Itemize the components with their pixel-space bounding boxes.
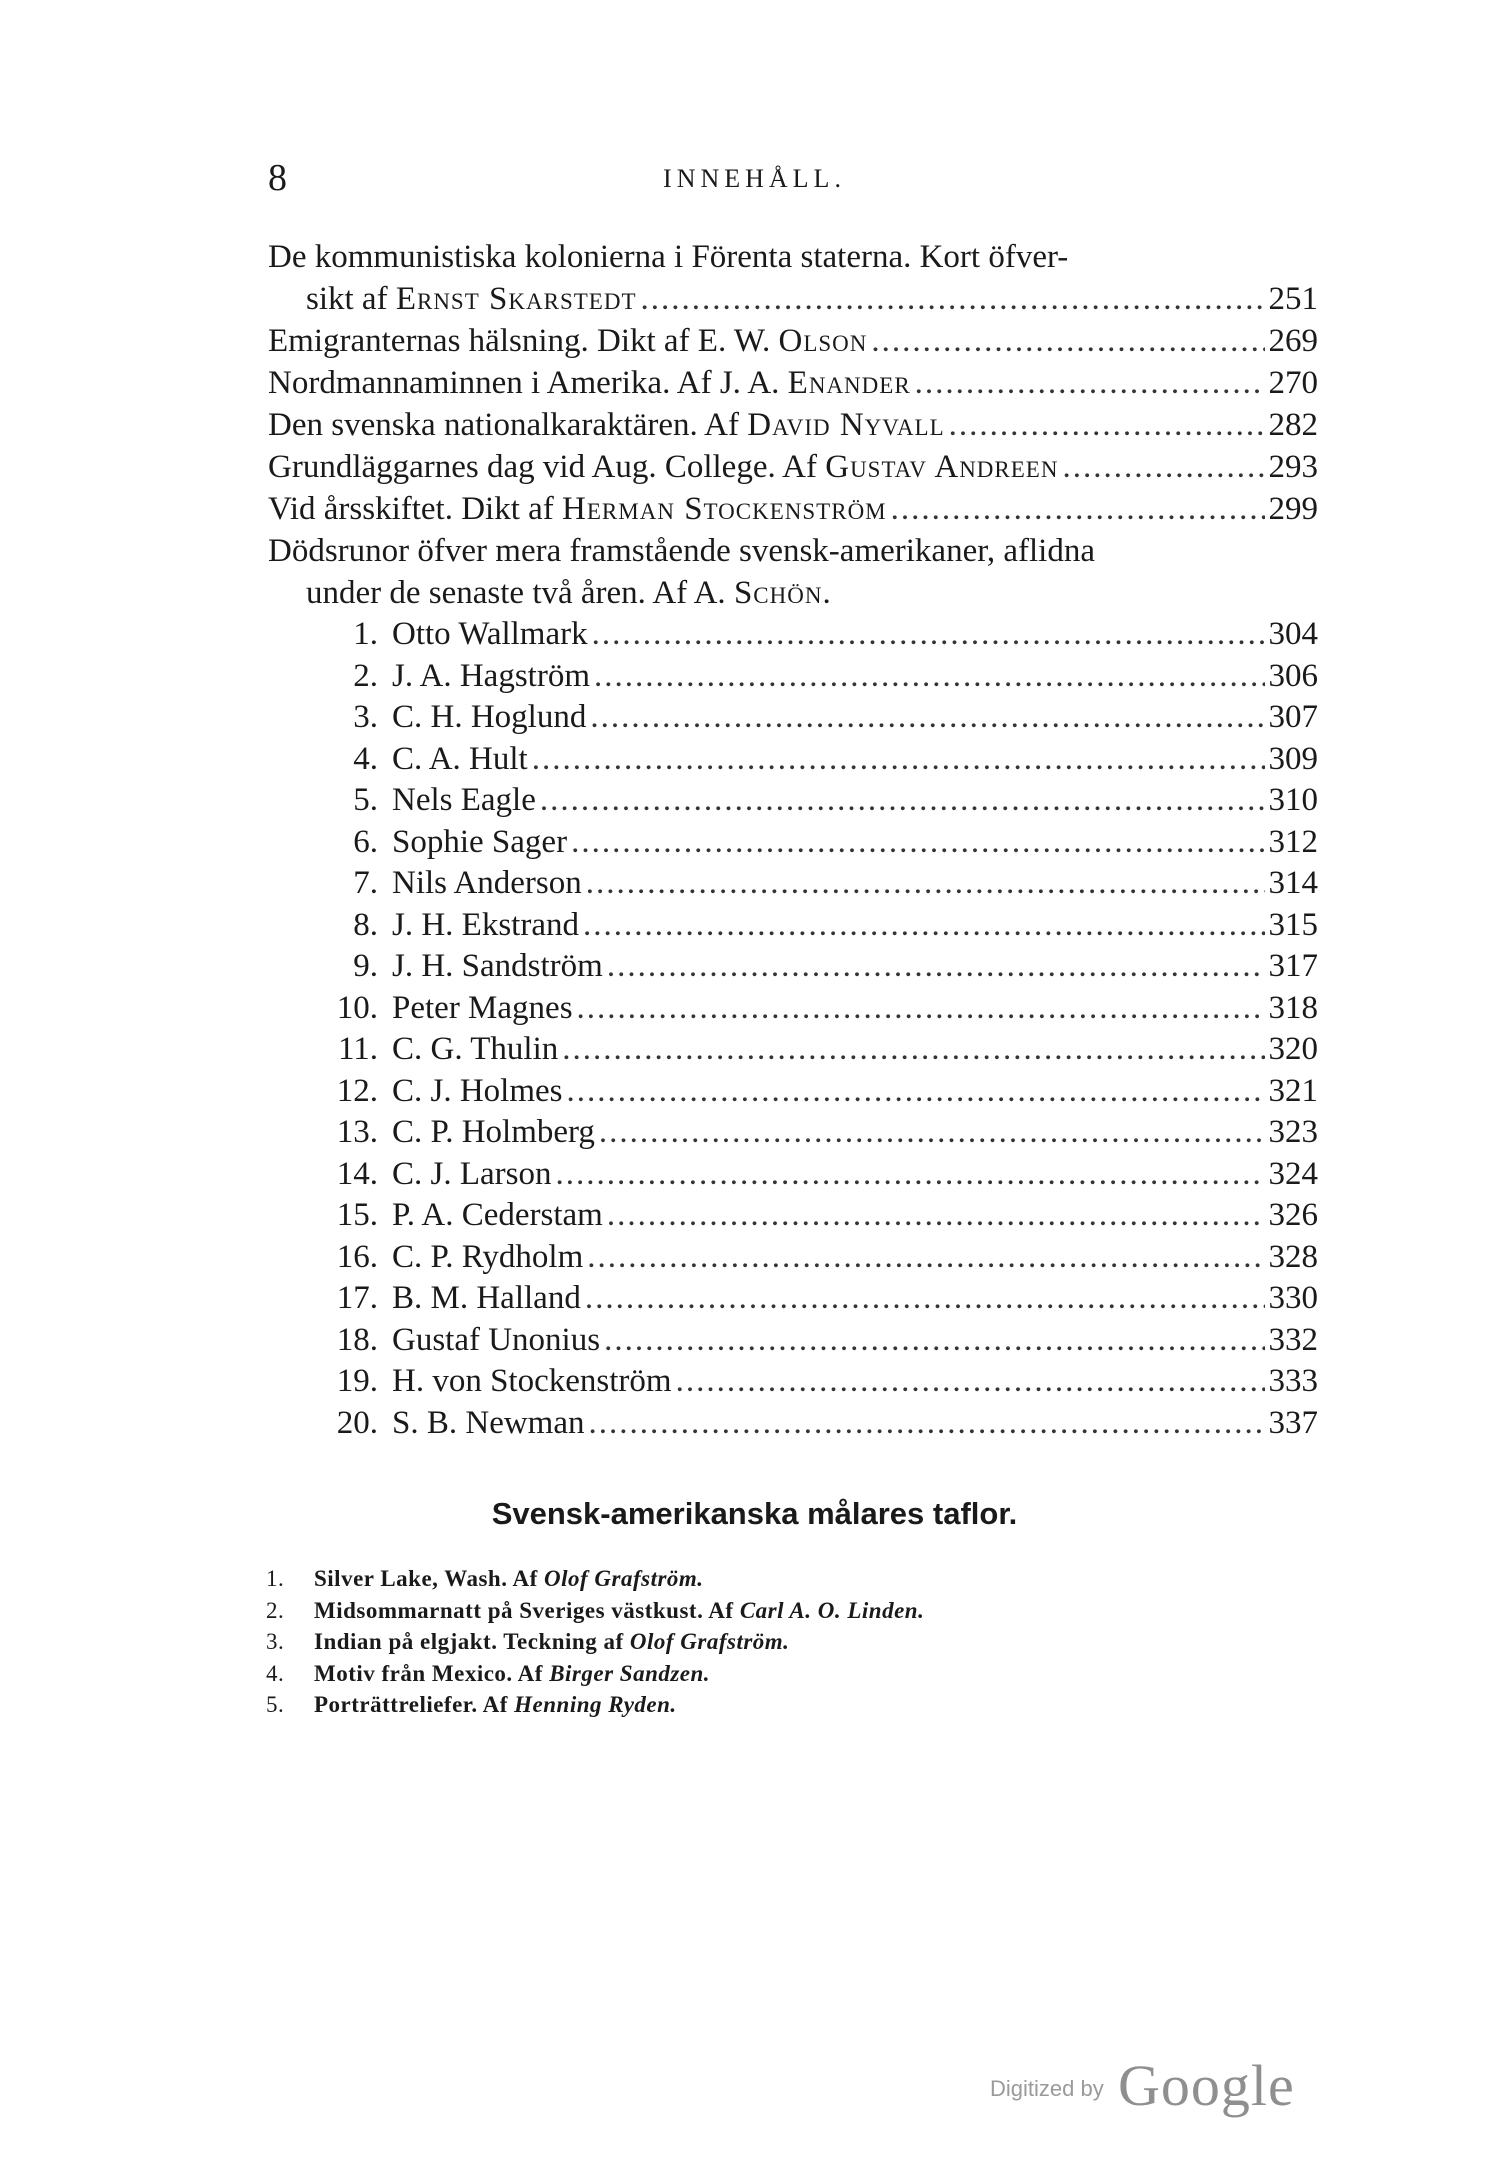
obituary-entry bbox=[298, 1403, 1318, 1445]
dot-leader bbox=[587, 1237, 1264, 1279]
obituary-entry-number: 19. bbox=[336, 1363, 378, 1399]
running-head: INNEHÅLL. bbox=[663, 164, 846, 193]
toc-entry-title-line-2: sikt af bbox=[306, 281, 388, 317]
toc-entry-author: Herman Stockenström bbox=[562, 491, 887, 527]
obituary-entry bbox=[298, 1320, 1318, 1362]
obituary-entry bbox=[298, 946, 1318, 988]
obituary-entry bbox=[298, 1278, 1318, 1320]
page-number: 8 bbox=[268, 157, 287, 199]
obituary-list bbox=[298, 614, 1318, 1444]
obituary-entry-page: 315 bbox=[1268, 906, 1318, 943]
obituary-entry-name: P. A. Cederstam bbox=[392, 1197, 603, 1233]
obituary-entry bbox=[298, 1071, 1318, 1113]
obituary-entry bbox=[298, 988, 1318, 1030]
obituary-heading-author: Schön. bbox=[733, 575, 832, 611]
toc-entry bbox=[268, 362, 1318, 404]
obituary-entry bbox=[298, 1237, 1318, 1279]
dot-leader bbox=[589, 1403, 1265, 1445]
painting-number: 2. bbox=[266, 1597, 285, 1623]
toc-entry-author: David Nyvall bbox=[747, 407, 945, 443]
obituary-entry-number: 14. bbox=[336, 1155, 378, 1192]
obituary-entry-page: 318 bbox=[1268, 989, 1318, 1026]
obituary-entry-page: 323 bbox=[1268, 1114, 1318, 1150]
obituary-entry-number: 1. bbox=[353, 616, 378, 652]
toc-entry-page: 282 bbox=[1268, 407, 1318, 443]
obituary-entry-page: 312 bbox=[1268, 823, 1318, 860]
obituary-entry-number: 2. bbox=[353, 657, 378, 694]
toc-entry-author: Ernst Skarstedt bbox=[395, 281, 637, 317]
dot-leader bbox=[604, 1320, 1264, 1362]
dot-leader bbox=[599, 1112, 1265, 1154]
obituary-entry-page: 304 bbox=[1268, 616, 1318, 652]
toc-entry-title: Vid årsskiftet. Dikt af bbox=[268, 491, 554, 527]
obituary-entry-number: 10. bbox=[336, 989, 378, 1026]
toc-entry bbox=[268, 278, 1318, 320]
obituary-entry bbox=[298, 697, 1318, 739]
obituary-entry-name: C. J. Larson bbox=[392, 1155, 552, 1192]
obituary-entry bbox=[298, 1361, 1318, 1403]
dot-leader bbox=[949, 404, 1265, 446]
toc-entry bbox=[268, 446, 1318, 488]
painting-number: 4. bbox=[266, 1660, 285, 1686]
dot-leader bbox=[585, 1278, 1265, 1320]
obituary-entry-number: 6. bbox=[353, 823, 378, 860]
obituary-entry-name: Sophie Sager bbox=[392, 823, 568, 860]
obituary-entry-name: C. P. Rydholm bbox=[392, 1238, 584, 1275]
obituary-entry-number: 13. bbox=[336, 1114, 378, 1150]
obituary-entry-page: 332 bbox=[1268, 1321, 1318, 1358]
toc-entry-author: Olson bbox=[778, 323, 868, 359]
obituary-entry-name: C. J. Holmes bbox=[392, 1072, 563, 1109]
obituary-entry-number: 5. bbox=[353, 782, 378, 818]
obituary-entry-number: 17. bbox=[336, 1280, 378, 1316]
painting-item bbox=[266, 1595, 1266, 1627]
obituary-entry-name: H. von Stockenström bbox=[392, 1363, 672, 1399]
obituary-entry-name: Nils Anderson bbox=[392, 865, 582, 901]
obituary-entry-page: 321 bbox=[1268, 1072, 1318, 1109]
obituary-entry bbox=[298, 1195, 1318, 1237]
dot-leader bbox=[532, 739, 1265, 781]
toc-entry-page: 251 bbox=[1268, 281, 1318, 317]
paintings-heading: Svensk-amerikanska målares taflor. bbox=[491, 1496, 1018, 1531]
toc-entry-page: 269 bbox=[1268, 323, 1318, 359]
toc-entry bbox=[268, 404, 1318, 446]
obituary-entry-number: 15. bbox=[336, 1197, 378, 1233]
dot-leader bbox=[676, 1361, 1265, 1403]
obituary-entry bbox=[298, 822, 1318, 864]
obituary-entry-number: 11. bbox=[337, 1031, 378, 1067]
digitized-by-label: Digitized by bbox=[990, 2076, 1104, 2101]
obituary-entry bbox=[298, 614, 1318, 656]
painting-item bbox=[266, 1563, 1266, 1595]
dot-leader bbox=[594, 656, 1265, 698]
obituary-entry-page: 307 bbox=[1268, 699, 1318, 735]
obituary-entry bbox=[298, 863, 1318, 905]
dot-leader bbox=[871, 320, 1264, 362]
toc-entry-title: Emigranternas hälsning. Dikt af E. W. bbox=[268, 323, 771, 359]
painting-number: 3. bbox=[266, 1629, 285, 1654]
obituary-heading-line-2 bbox=[268, 572, 1318, 614]
obituary-entry-page: 306 bbox=[1268, 657, 1318, 694]
painting-title: Silver Lake, Wash. Af bbox=[314, 1566, 538, 1591]
obituary-entry-number: 16. bbox=[336, 1238, 378, 1275]
toc-entry-title bbox=[268, 236, 1318, 278]
obituary-entry bbox=[298, 739, 1318, 781]
painting-title: Porträttreliefer. Af bbox=[314, 1692, 508, 1717]
toc-entry-page: 299 bbox=[1268, 491, 1318, 527]
obituary-entry-page: 309 bbox=[1268, 740, 1318, 777]
obituary-entry-page: 320 bbox=[1268, 1031, 1318, 1067]
obituary-entry-name: Peter Magnes bbox=[392, 989, 573, 1026]
obituary-entry bbox=[298, 656, 1318, 698]
painting-artist: Birger Sandzen. bbox=[549, 1660, 711, 1686]
toc-entry-title: Grundläggarnes dag vid Aug. College. Af bbox=[268, 449, 817, 485]
dot-leader bbox=[556, 1154, 1265, 1196]
obituary-entry-page: 330 bbox=[1268, 1280, 1318, 1316]
obituary-entry-name: B. M. Halland bbox=[392, 1280, 581, 1316]
obituary-entry bbox=[298, 1112, 1318, 1154]
dot-leader bbox=[540, 780, 1265, 822]
obituary-entry-page: 324 bbox=[1268, 1155, 1318, 1192]
obituary-entry-number: 18. bbox=[336, 1321, 378, 1358]
obituary-entry-page: 326 bbox=[1268, 1197, 1318, 1233]
obituary-entry-name: Gustaf Unonius bbox=[392, 1321, 601, 1358]
obituary-entry-number: 3. bbox=[353, 699, 378, 735]
toc-entry-title: Den svenska nationalkaraktären. Af bbox=[268, 407, 739, 443]
painting-number: 5. bbox=[266, 1692, 285, 1717]
toc-entry bbox=[268, 320, 1318, 362]
dot-leader bbox=[891, 488, 1265, 530]
google-logo: Google bbox=[1118, 2053, 1295, 2118]
obituary-entry-page: 314 bbox=[1268, 865, 1318, 901]
obituary-entry-number: 7. bbox=[353, 865, 378, 901]
obituary-entry bbox=[298, 780, 1318, 822]
obituary-entry-name: J. H. Sandström bbox=[392, 948, 603, 984]
dot-leader bbox=[915, 362, 1265, 404]
obituary-entry-name: Nels Eagle bbox=[392, 782, 536, 818]
painting-title: Midsommarnatt på Sveriges västkust. Af bbox=[314, 1597, 734, 1623]
obituary-entry-page: 337 bbox=[1268, 1404, 1318, 1441]
painting-title: Indian på elgjakt. Teckning af bbox=[314, 1629, 624, 1654]
painting-artist: Olof Grafström. bbox=[629, 1629, 790, 1654]
dot-leader bbox=[562, 1029, 1264, 1071]
dot-leader bbox=[607, 1195, 1265, 1237]
dot-leader bbox=[577, 988, 1265, 1030]
table-of-contents bbox=[268, 236, 1318, 614]
obituary-heading-text: under de senaste två åren. Af A. bbox=[306, 575, 726, 611]
painting-title: Motiv från Mexico. Af bbox=[314, 1660, 543, 1686]
obituary-entry-name: C. A. Hult bbox=[392, 740, 528, 777]
toc-entry-title: Nordmannaminnen i Amerika. Af J. A. bbox=[268, 365, 780, 401]
obituary-entry-number: 4. bbox=[353, 740, 378, 777]
dot-leader bbox=[590, 697, 1264, 739]
dot-leader bbox=[1062, 446, 1264, 488]
toc-entry-title-line-1: De kommunistiska kolonierna i Förenta staterna. Kort öfver- bbox=[268, 239, 1069, 275]
painting-artist: Olof Grafström. bbox=[543, 1566, 704, 1591]
painting-item bbox=[266, 1626, 1266, 1658]
toc-entry-author: Gustav Andreen bbox=[825, 449, 1059, 485]
dot-leader bbox=[641, 278, 1265, 320]
obituary-entry-page: 328 bbox=[1268, 1238, 1318, 1275]
obituary-entry-page: 310 bbox=[1268, 782, 1318, 818]
obituary-entry bbox=[298, 905, 1318, 947]
dot-leader bbox=[571, 822, 1264, 864]
obituary-entry-number: 8. bbox=[353, 906, 378, 943]
painting-item bbox=[266, 1689, 1266, 1721]
obituary-entry bbox=[298, 1029, 1318, 1071]
obituary-entry-name: C. H. Hoglund bbox=[392, 699, 587, 735]
painting-artist: Carl A. O. Linden. bbox=[739, 1597, 925, 1623]
paintings-list bbox=[266, 1563, 1266, 1721]
dot-leader bbox=[583, 905, 1265, 947]
obituary-entry-name: J. H. Ekstrand bbox=[392, 906, 579, 943]
obituary-entry bbox=[298, 1154, 1318, 1196]
obituary-entry-number: 12. bbox=[336, 1072, 378, 1109]
obituary-entry-name: S. B. Newman bbox=[392, 1404, 585, 1441]
toc-entry-author: Enander bbox=[787, 365, 911, 401]
dot-leader bbox=[592, 614, 1265, 656]
obituary-entry-number: 20. bbox=[336, 1404, 378, 1441]
obituary-entry-page: 317 bbox=[1268, 948, 1318, 984]
dot-leader bbox=[567, 1071, 1265, 1113]
obituary-entry-name: Otto Wallmark bbox=[392, 616, 588, 652]
toc-entry-page: 270 bbox=[1268, 365, 1318, 401]
dot-leader bbox=[607, 946, 1265, 988]
painting-item bbox=[266, 1658, 1266, 1690]
dot-leader bbox=[586, 863, 1265, 905]
obituary-entry-name: J. A. Hagström bbox=[392, 657, 590, 694]
obituary-entry-number: 9. bbox=[353, 948, 378, 984]
painting-number: 1. bbox=[266, 1566, 285, 1591]
obituary-entry-name: C. P. Holmberg bbox=[392, 1114, 595, 1150]
obituary-entry-page: 333 bbox=[1268, 1363, 1318, 1399]
obituary-heading-line-1: Dödsrunor öfver mera framstående svensk-amerikaner, aflidna bbox=[268, 533, 1095, 569]
painting-artist: Henning Ryden. bbox=[514, 1692, 677, 1717]
obituary-entry-name: C. G. Thulin bbox=[392, 1031, 559, 1067]
toc-entry bbox=[268, 488, 1318, 530]
toc-entry-page: 293 bbox=[1268, 449, 1318, 485]
